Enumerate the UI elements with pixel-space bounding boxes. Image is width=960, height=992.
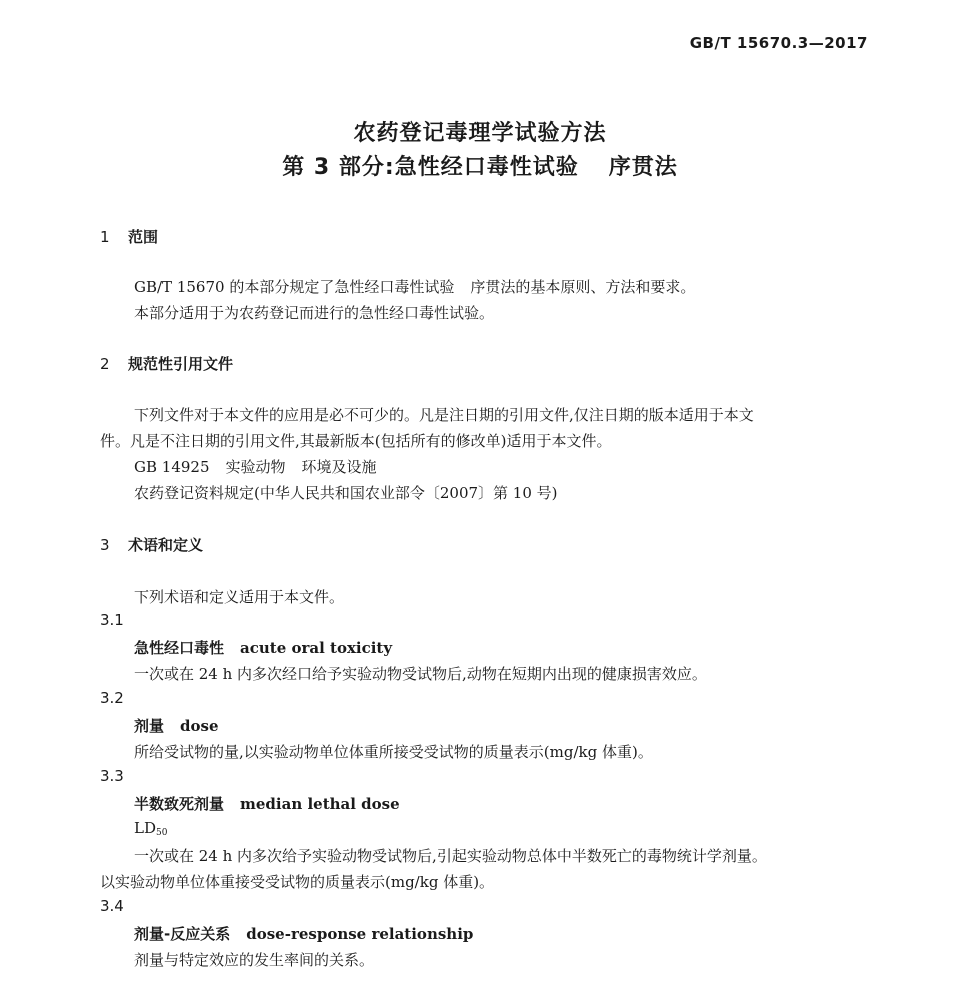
section-heading-scope <box>100 226 158 247</box>
term-entry <box>134 923 473 944</box>
clause-number: 3.4 <box>100 897 124 915</box>
reference-code: GB 14925 <box>134 458 210 476</box>
term-en: acute oral toxicity <box>240 639 393 657</box>
term-zh: 剂量-反应关系 <box>134 925 231 943</box>
document-title-line1: 农药登记毒理学试验方法 <box>353 121 607 146</box>
abbr-subscript: 50 <box>156 828 168 838</box>
title-method: 序贯法 <box>608 155 678 180</box>
term-zh: 半数致死剂量 <box>134 795 225 813</box>
document-title-line2 <box>0 150 960 181</box>
term-definition: 所给受试物的量,以实验动物单位体重所接受受试物的质量表示(mg/kg 体重)。 <box>134 743 653 761</box>
text-segment: 实验动物 <box>225 458 286 476</box>
term-en: dose <box>180 717 219 735</box>
standard-number: GB/T 15670.3—2017 <box>689 34 868 52</box>
clause-number: 3.3 <box>100 767 124 785</box>
reference-item-2: 农药登记资料规定(中华人民共和国农业部令〔2007〕第 10 号) <box>134 484 558 502</box>
terms-intro: 下列术语和定义适用于本文件。 <box>134 588 345 606</box>
term-zh: 急性经口毒性 <box>134 639 225 657</box>
section-number: 1 <box>100 228 110 246</box>
term-en: dose-response relationship <box>246 925 474 943</box>
section-number: 2 <box>100 355 110 373</box>
section-title: 规范性引用文件 <box>128 355 234 373</box>
section-heading-terms <box>100 534 203 555</box>
clause-number: 3.1 <box>100 611 124 629</box>
title-part: 第 3 部分:急性经口毒性试验 <box>282 155 579 180</box>
section-title: 术语和定义 <box>128 536 204 554</box>
term-en: median lethal dose <box>240 795 400 813</box>
term-definition-line2: 以实验动物单位体重接受受试物的质量表示(mg/kg 体重)。 <box>100 873 495 891</box>
scope-paragraph-2: 本部分适用于为农药登记而进行的急性经口毒性试验。 <box>134 304 495 322</box>
term-zh: 剂量 <box>134 717 165 735</box>
text-segment: 序贯法的基本原则、方法和要求。 <box>470 278 696 296</box>
section-title: 范围 <box>128 228 159 246</box>
section-number: 3 <box>100 536 110 554</box>
text-segment: 环境及设施 <box>301 458 377 476</box>
references-paragraph-line1: 下列文件对于本文件的应用是必不可少的。凡是注日期的引用文件,仅注日期的版本适用于本文 <box>134 406 754 424</box>
clause-number: 3.2 <box>100 689 124 707</box>
term-definition: 剂量与特定效应的发生率间的关系。 <box>134 951 375 969</box>
term-entry <box>134 637 392 658</box>
term-definition: 一次或在 24 h 内多次经口给予实验动物受试物后,动物在短期内出现的健康损害效应。 <box>134 665 707 683</box>
term-definition-line1: 一次或在 24 h 内多次给予实验动物受试物后,引起实验动物总体中半数死亡的毒物统计学剂量。 <box>134 847 767 865</box>
abbr-main: LD <box>134 819 156 837</box>
text-segment: GB/T 15670 的本部分规定了急性经口毒性试验 <box>134 278 455 296</box>
term-abbreviation <box>134 819 167 838</box>
scope-paragraph-1 <box>134 276 695 297</box>
section-heading-normative-references <box>100 353 233 374</box>
references-paragraph-line2: 件。凡是不注日期的引用文件,其最新版本(包括所有的修改单)适用于本文件。 <box>100 432 612 450</box>
term-entry <box>134 793 400 814</box>
reference-item-1 <box>134 456 377 477</box>
term-entry <box>134 715 219 736</box>
